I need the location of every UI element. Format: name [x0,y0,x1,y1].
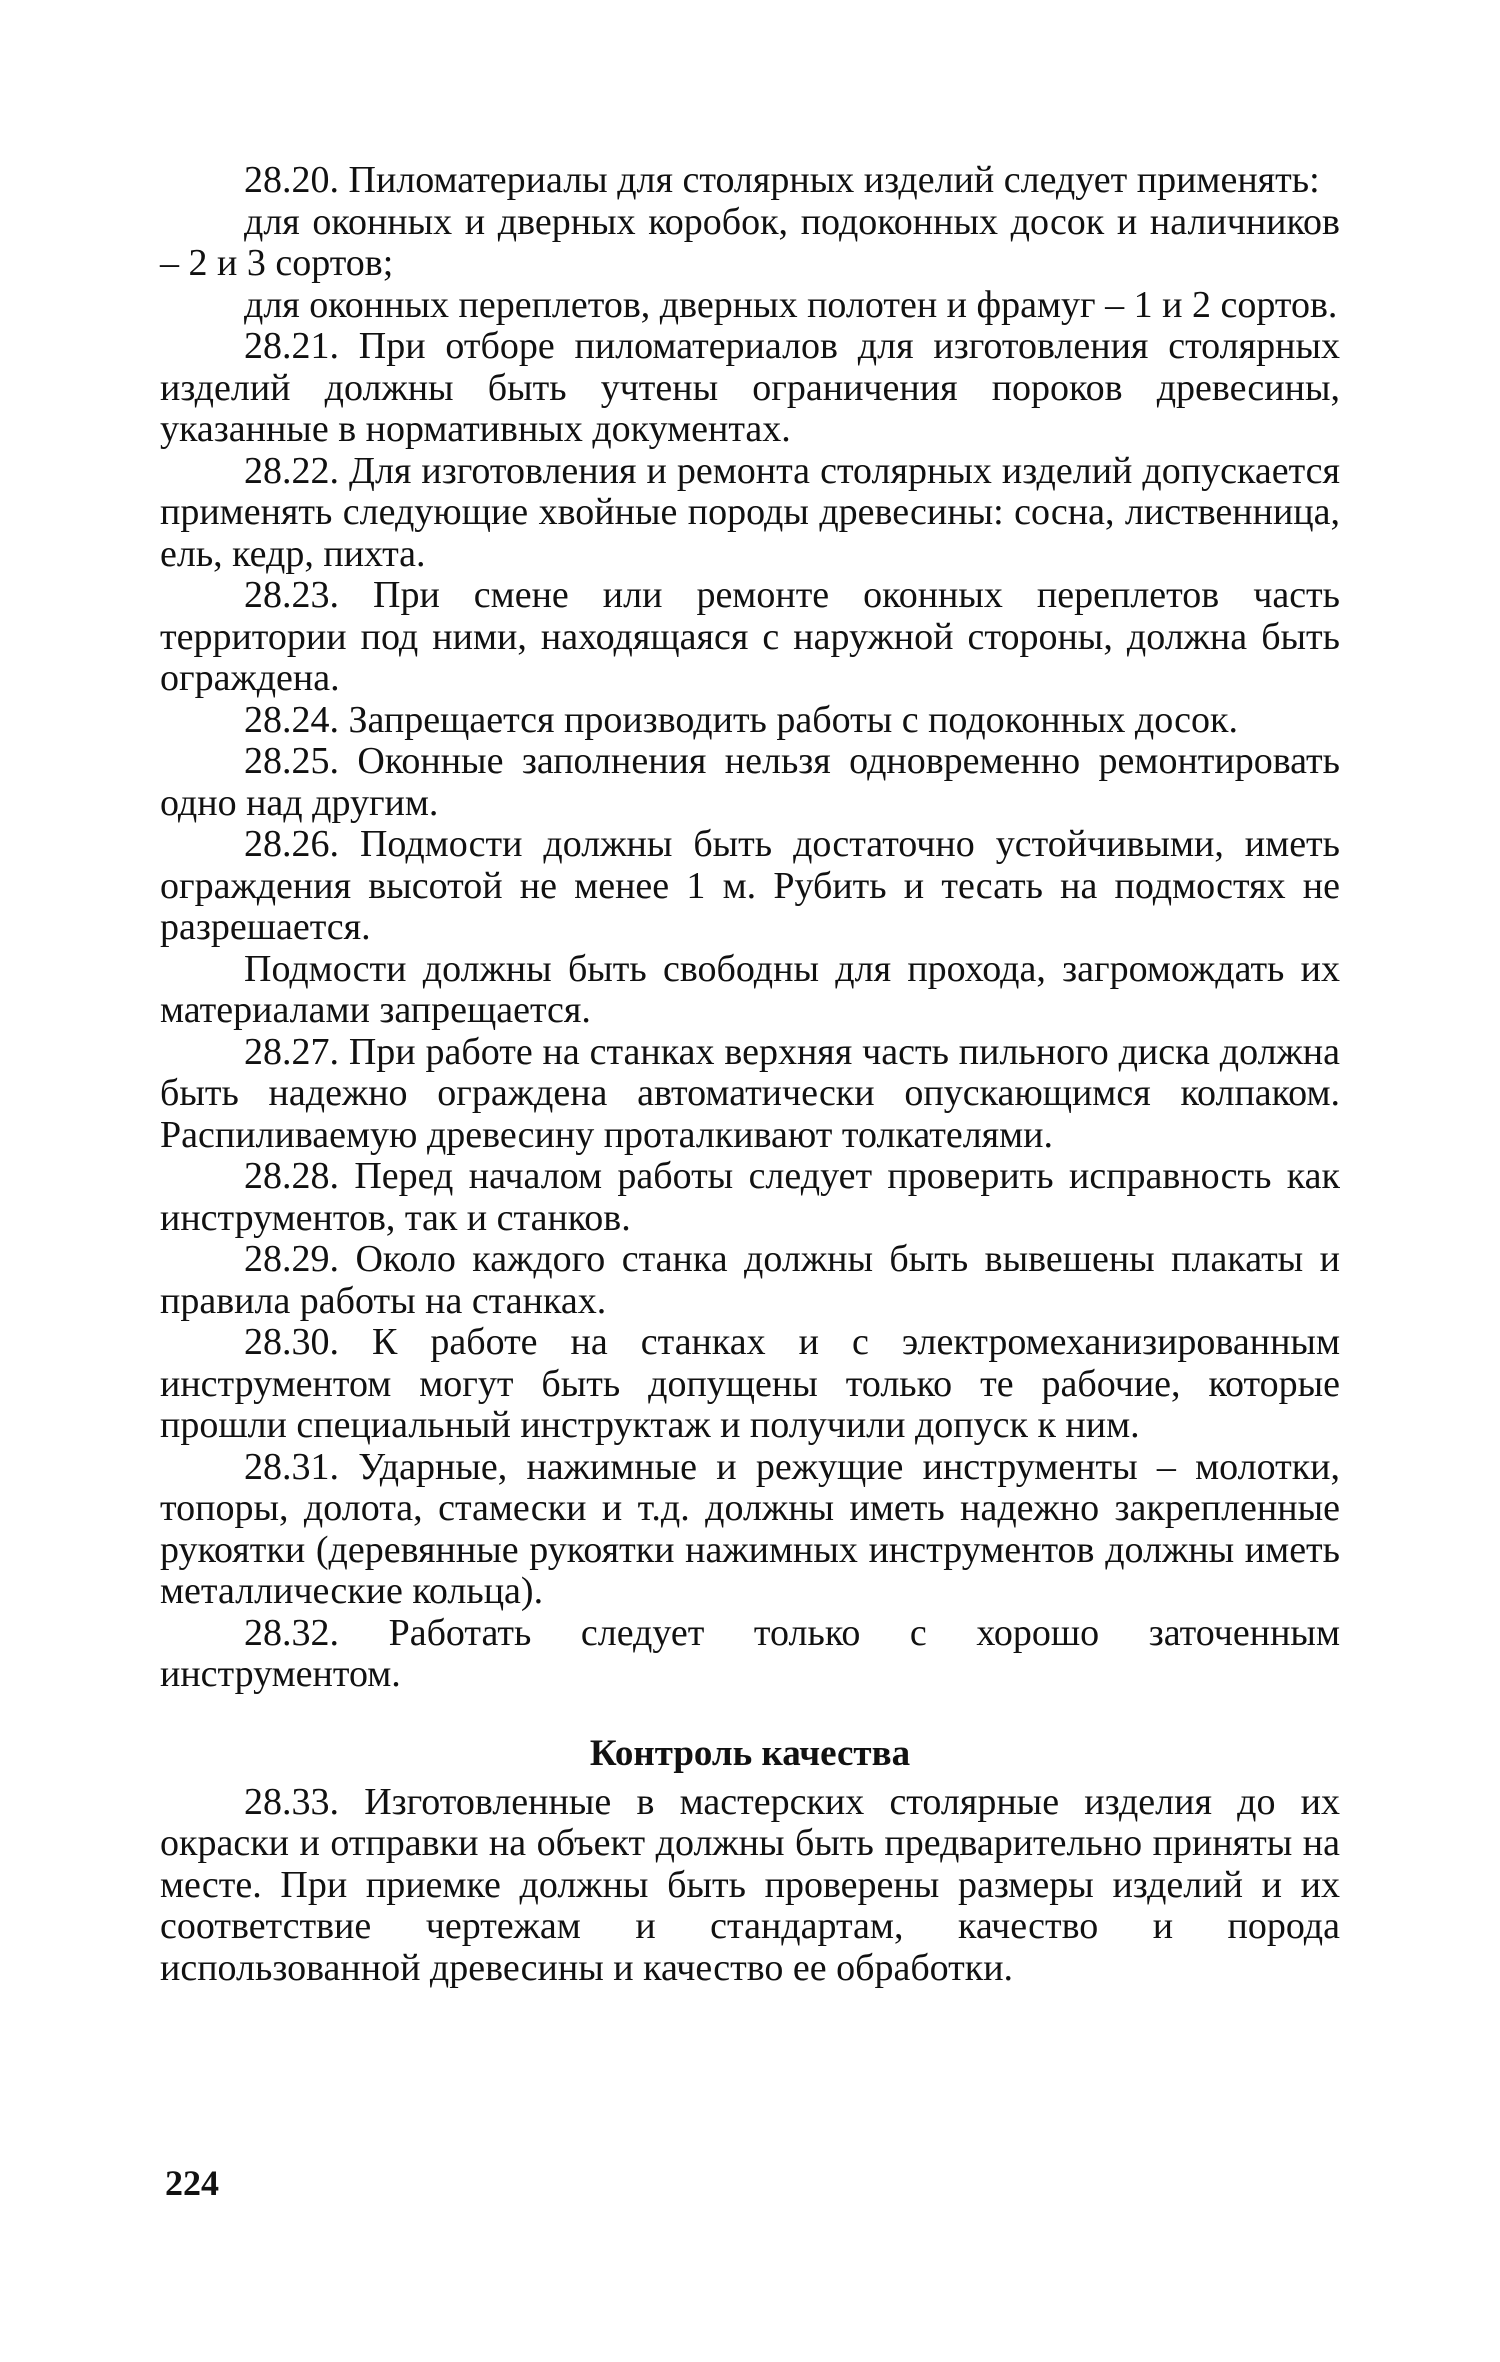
paragraph-28-27: 28.27. При работе на станках верхняя часть пильного диска должна быть надежно ограждена автоматически опускающимся колпаком. Распиливаемую древесину проталкивают толкателями. [160,1030,1340,1156]
paragraph-28-28: 28.28. Перед началом работы следует проверить исправность как инструментов, так и станков. [160,1155,1340,1239]
paragraph-28-33: 28.33. Изготовленные в мастерских столярные изделия до их окраски и отправки на объект должны быть предварительно приняты на месте. При приемке должны быть проверены размеры изделий и их соответствие чертежам и стандартам, качество и порода использованной древесины и качество ее обработки. [160,1780,1340,1989]
page-body [160,160,1340,1989]
paragraph-28-20-item-2: для оконных переплетов, дверных полотен и фрамуг – 1 и 2 сортов. [244,283,1338,326]
paragraph-28-29: 28.29. Около каждого станка должны быть вывешены плакаты и правила работы на станках. [160,1238,1340,1322]
paragraph-28-22: 28.22. Для изготовления и ремонта столярных изделий допускается применять следующие хвойные породы древесины: сосна, лиственница, ель, кедр, пихта. [160,449,1340,575]
paragraph-28-26: 28.26. Подмости должны быть достаточно устойчивыми, иметь ограждения высотой не менее 1 м. Рубить и тесать на подмостях не разрешается. [160,823,1340,948]
section-heading: Контроль качества [589,1732,911,1774]
paragraph-28-32: 28.32. Работать следует только с хорошо заточенным инструментом. [160,1611,1340,1695]
paragraph-28-23: 28.23. При смене или ремонте оконных переплетов часть территории под ними, находящаяся с наружной стороны, должна быть ограждена. [160,574,1340,699]
paragraph-28-25: 28.25. Оконные заполнения нельзя одновременно ремонтировать одно над другим. [160,740,1340,824]
paragraph-28-20-item-1: для оконных и дверных коробок, подоконных досок и наличников – 2 и 3 сортов; [160,200,1340,284]
paragraph-28-20: 28.20. Пиломатериалы для столярных изделий следует применять: [244,159,1320,201]
paragraph-28-21: 28.21. При отборе пиломатериалов для изготовления столярных изделий должны быть учтены ограничения пороков древесины, указанные в нормативных документах. [160,325,1340,450]
paragraph-28-31: 28.31. Ударные, нажимные и режущие инструменты – молотки, топоры, долота, стамески и т.д. должны иметь надежно закрепленные рукоятки (деревянные рукоятки нажимных инструментов должны иметь металлические кольца). [160,1445,1340,1612]
paragraph-28-30: 28.30. К работе на станках и с электромеханизированным инструментом могут быть допущены только те рабочие, которые прошли специальный инструктаж и получили допуск к ним. [160,1321,1340,1446]
page-number: 224 [165,2163,219,2203]
paragraph-28-24: 28.24. Запрещается производить работы с подоконных досок. [244,698,1239,741]
paragraph-28-26-note: Подмости должны быть свободны для прохода, загромождать их материалами запрещается. [160,947,1340,1031]
